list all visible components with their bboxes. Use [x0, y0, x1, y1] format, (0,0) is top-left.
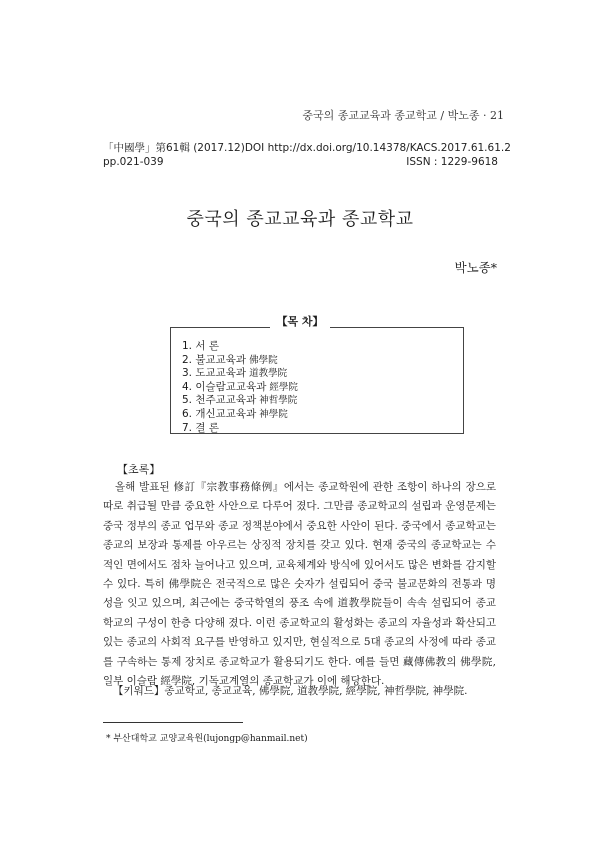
toc-item	[182, 422, 298, 436]
author-name: 박노종*	[454, 260, 497, 275]
running-header: 중국의 종교교육과 종교학교 / 박노종 · 21	[302, 109, 504, 122]
toc-item-hanja: 神學院	[256, 408, 288, 420]
toc-item-number: 5.	[182, 394, 196, 407]
paper-title: 중국의 종교교육과 종교학교	[186, 209, 414, 230]
abstract-text: 올해 발표된 修訂『宗教事務條例』에서는 종교학원에 관한 조항이 하나의 장으로 따로 취급될 만큼 중요한 사안으로 다루어 졌다. 그만큼 종교학교의 설립과 운영문제는 중국 정부의 종교 업무와 종교 정책분야에서 중요한 사안이 된다. 중국에서 종교학교는 종교의 보장과 통제를 아우르는 상징적 장치를 갖고 있다. 현재 중국의 종교학교는 수 적인 면에서도 점차 늘어나고 있으며, 교육체계와 방식에 있어서도 많은 변화를 감지할 수 있다. 특히 佛學院은 전국적으로 많은 숫자가 설립되어 중국 불교문화의 전통과 명성을 잇고 있으며, 최근에는 중국학열의 풍조 속에 道教學院들이 속속 설립되어 종교학교의 구성이 한층 다양해 졌다. 이런 종교학교의 활성화는 종교의 자율성과 확산되고 있는 종교의 사회적 요구를 반영하고 있지만, 현실적으로 5대 종교의 사정에 따라 종교를 구속하는 통제 장치로 종교학교가 활용되기도 한다. 예를 들면 藏傳佛教의 佛學院, 일부 이슬람 經學院, 기독교계열의 종교학교가 이에 해당한다.	[103, 481, 496, 688]
toc-item-label: 불교교육과	[195, 353, 247, 366]
abstract-label: 【초록】	[117, 463, 161, 476]
toc-heading: 【목 차】	[0, 313, 600, 329]
journal-citation: 「中國學」第61輯 (2017.12)	[103, 142, 245, 154]
footnote-divider	[103, 722, 243, 723]
toc-item-hanja: 神哲學院	[256, 395, 298, 407]
toc-item-number: 6.	[182, 407, 196, 420]
author-footnote: * 부산대학교 교양교육원(lujongp@hanmail.net)	[106, 734, 308, 744]
toc-item-label: 서 론	[195, 340, 219, 352]
doi-link[interactable]: DOI http://dx.doi.org/10.14378/KACS.2017.61.61.2	[244, 142, 511, 154]
publication-meta	[103, 141, 511, 169]
toc-item-hanja: 道教學院	[246, 368, 288, 380]
toc-item-number: 4.	[182, 380, 196, 393]
toc-item	[182, 394, 298, 408]
toc-item-label: 개신교교육과	[195, 407, 257, 420]
toc-item-number: 2.	[182, 353, 196, 366]
toc-item	[182, 381, 298, 395]
toc-item-label: 천주교교육과	[195, 394, 257, 407]
toc-item-label: 이슬람교교육과	[195, 380, 267, 393]
toc-item	[182, 367, 298, 381]
page-range: pp.021-039	[103, 156, 164, 168]
toc-item-number: 1.	[182, 340, 196, 352]
toc-item-number: 3.	[182, 367, 196, 380]
issn: ISSN : 1229-9618	[406, 156, 498, 168]
toc-item	[182, 340, 298, 354]
toc-item-number: 7.	[182, 421, 196, 434]
toc-item	[182, 408, 298, 422]
toc-item	[182, 354, 298, 368]
toc-item-label: 도교교육과	[195, 367, 247, 380]
toc-item-hanja: 經學院	[266, 381, 298, 393]
toc-item-hanja: 佛學院	[246, 354, 278, 366]
toc-item-label: 결 론	[195, 421, 219, 434]
toc-list	[182, 340, 298, 435]
keywords: 【키워드】종교학교, 종교교육, 佛學院, 道教學院, 經學院, 神哲學院, 神學院.	[113, 685, 468, 697]
